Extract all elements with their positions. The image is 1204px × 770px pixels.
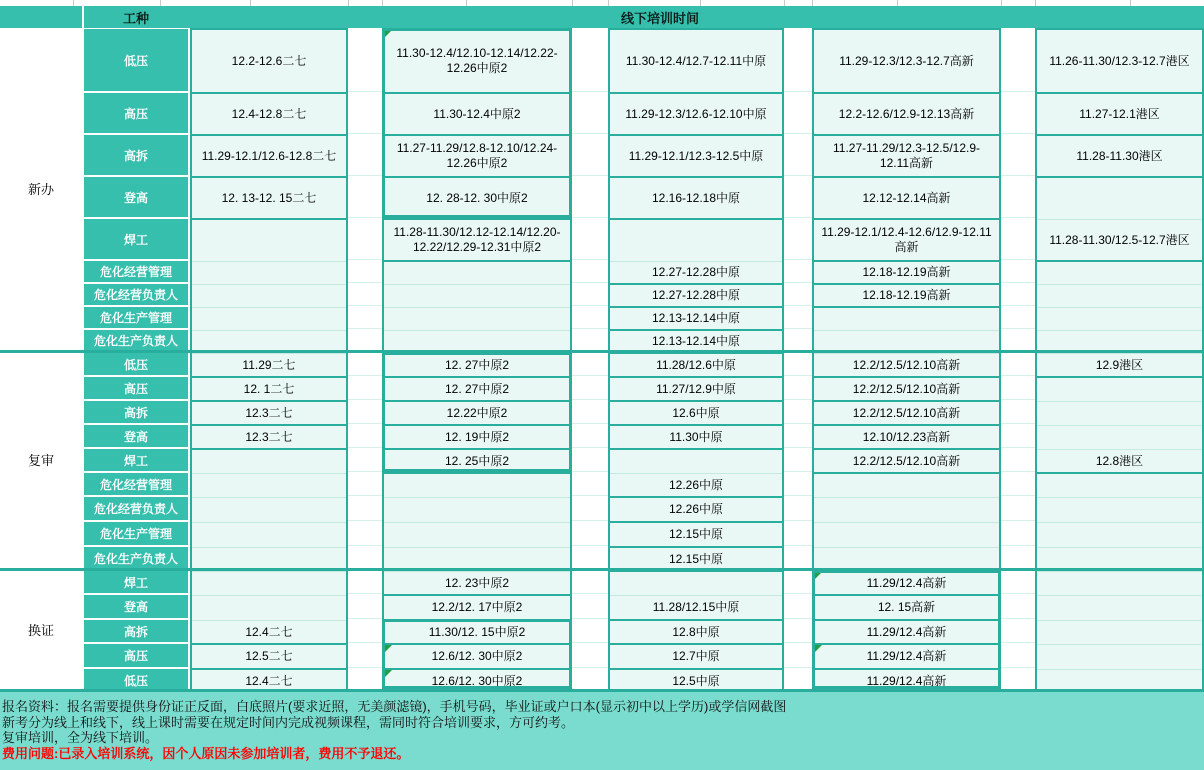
schedule-cell[interactable]: 12. 1二七 [192,378,346,402]
schedule-cell[interactable]: 11.26-11.30/12.3-12.7港区 [1037,30,1202,94]
schedule-cell[interactable]: 12.2-12.6/12.9-12.13高新 [814,94,999,136]
schedule-cell[interactable]: 12. 19中原2 [384,426,570,450]
schedule-cell[interactable]: 12.3二七 [192,426,346,450]
schedule-cell[interactable]: 12.7中原 [610,645,782,670]
schedule-cell[interactable]: 12.2/12.5/12.10高新 [814,450,999,474]
schedule-cell[interactable] [384,308,570,331]
spacer-cell [572,134,608,176]
spacer-cell [1001,28,1035,92]
spacer-cell [784,643,812,668]
job-type-cell[interactable]: 低压 [84,353,188,375]
job-type-cell[interactable]: 登高 [84,177,188,217]
notes-line-fee-warning: 费用问题:已录入培训系统，因个人原因未参加培训者，费用不予退还。 [2,745,410,761]
section-divider-line [0,350,1204,353]
schedule-column [1035,28,1204,692]
schedule-cell[interactable] [384,523,570,548]
spacer-cell [348,521,382,546]
spacer-cell [784,619,812,643]
spacer-cell [1001,329,1035,352]
spacer-cell [1001,260,1035,283]
spacer-column [572,28,608,692]
spacer-cell [572,570,608,594]
schedule-cell[interactable]: 12.8中原 [610,621,782,645]
schedule-cell[interactable] [1037,378,1202,402]
schedule-cell[interactable] [610,572,782,596]
spacer-cell [1001,92,1035,134]
job-type-cell[interactable]: 焊工 [84,571,188,593]
spacer-cell [784,176,812,218]
spacer-cell [572,283,608,306]
schedule-cell[interactable]: 12.9港区 [1037,354,1202,378]
notes-area [0,692,1204,770]
schedule-cell[interactable]: 12.22中原2 [384,402,570,426]
spacer-cell [784,521,812,546]
schedule-cell[interactable]: 12.6/12. 30中原2 [384,670,570,694]
schedule-cell[interactable] [1037,596,1202,621]
job-type-cell[interactable]: 危化生产负责人 [84,547,188,569]
spacer-cell [572,424,608,448]
schedule-cell[interactable]: 12.2/12.5/12.10高新 [814,378,999,402]
schedule-column [608,28,784,692]
spacer-cell [1001,352,1035,376]
spacer-cell [348,329,382,352]
spacer-cell [1001,594,1035,619]
spacer-cell [348,176,382,218]
schedule-cell[interactable]: 12.12-12.14高新 [814,178,999,220]
spacer-cell [348,352,382,376]
spacer-cell [572,594,608,619]
spacer-cell [572,28,608,92]
spacer-cell [348,643,382,668]
spacer-cell [348,472,382,496]
schedule-cell[interactable]: 12.6/12. 30中原2 [384,645,570,670]
schedule-cell[interactable]: 12.13-12.14中原 [610,331,782,354]
schedule-cell[interactable] [1037,523,1202,548]
schedule-cell[interactable]: 12.15中原 [610,548,782,572]
spacer-cell [348,306,382,329]
header-offline-training-time[interactable]: 线下培训时间 [620,10,699,26]
schedule-cell[interactable]: 12.16-12.18中原 [610,178,782,220]
job-type-cell[interactable]: 高压 [84,93,188,133]
schedule-cell[interactable] [192,262,346,285]
job-type-cell[interactable]: 危化经营管理 [84,473,188,495]
schedule-column [382,28,572,692]
job-type-cell[interactable]: 高压 [84,644,188,667]
schedule-cell[interactable]: 11.30-12.4/12.10-12.14/12.22-12.26中原2 [384,30,570,94]
schedule-cell[interactable]: 12.2/12.5/12.10高新 [814,402,999,426]
schedule-cell[interactable] [1037,498,1202,523]
spacer-cell [1001,283,1035,306]
schedule-cell[interactable]: 11.27-12.1港区 [1037,94,1202,136]
spacer-cell [572,329,608,352]
spacer-cell [572,643,608,668]
spacer-cell [784,329,812,352]
spacer-cell [784,546,812,570]
schedule-cell[interactable]: 12.5中原 [610,670,782,694]
spacer-cell [348,570,382,594]
schedule-cell[interactable]: 11.30/12. 15中原2 [384,621,570,645]
spacer-cell [572,546,608,570]
schedule-cell[interactable]: 12.8港区 [1037,450,1202,474]
schedule-cell[interactable]: 11.28/12.6中原 [610,354,782,378]
spacer-cell [784,376,812,400]
schedule-cell[interactable]: 11.28/12.15中原 [610,596,782,621]
spacer-cell [572,619,608,643]
spacer-cell [784,306,812,329]
job-type-cell[interactable]: 危化生产管理 [84,522,188,545]
spacer-cell [784,594,812,619]
spacer-cell [1001,424,1035,448]
job-type-cell[interactable]: 高拆 [84,620,188,642]
job-type-cell[interactable]: 登高 [84,595,188,618]
schedule-cell[interactable]: 12.4二七 [192,670,346,694]
schedule-cell[interactable] [1037,572,1202,596]
schedule-cell[interactable]: 11.29-12.1/12.3-12.5中原 [610,136,782,178]
spacer-cell [348,448,382,472]
spacer-cell [348,260,382,283]
schedule-cell[interactable] [1037,402,1202,426]
schedule-cell[interactable] [814,308,999,331]
job-type-cell[interactable]: 高拆 [84,401,188,423]
spacer-cell [572,92,608,134]
schedule-cell[interactable]: 12.18-12.19高新 [814,262,999,285]
spacer-cell [348,619,382,643]
spacer-cell [348,594,382,619]
schedule-cell[interactable]: 12. 27中原2 [384,354,570,378]
spacer-cell [572,472,608,496]
schedule-cell[interactable] [192,572,346,596]
schedule-cell[interactable]: 12. 28-12. 30中原2 [384,178,570,220]
schedule-cell[interactable]: 11.28-11.30/12.12-12.14/12.20-12.22/12.29-12.31中原2 [384,220,570,262]
job-type-cell[interactable]: 焊工 [84,219,188,259]
schedule-cell[interactable]: 12.26中原 [610,498,782,523]
spacer-cell [572,496,608,521]
schedule-cell[interactable] [384,498,570,523]
spacer-cell [784,424,812,448]
spacer-column [348,28,382,692]
spacer-cell [1001,619,1035,643]
schedule-cell[interactable] [814,523,999,548]
section-label-review[interactable]: 复审 [27,453,54,468]
job-type-cell[interactable]: 高拆 [84,135,188,175]
spacer-cell [784,448,812,472]
spacer-cell [572,448,608,472]
schedule-cell[interactable] [1037,621,1202,645]
job-type-cell[interactable]: 登高 [84,425,188,447]
schedule-cell[interactable]: 12.18-12.19高新 [814,285,999,308]
schedule-cell[interactable] [610,450,782,474]
schedule-cell[interactable] [814,498,999,523]
schedule-cell[interactable]: 12. 25中原2 [384,450,570,474]
schedule-cell[interactable]: 12.15中原 [610,523,782,548]
schedule-cell[interactable] [384,285,570,308]
schedule-cell[interactable]: 11.29/12.4高新 [814,572,999,596]
schedule-cell[interactable] [1037,262,1202,285]
schedule-cell[interactable]: 11.27-11.29/12.3-12.5/12.9-12.11高新 [814,136,999,178]
schedule-cell[interactable] [610,220,782,262]
spacer-cell [1001,496,1035,521]
schedule-cell[interactable]: 11.30-12.4中原2 [384,94,570,136]
schedule-cell[interactable]: 11.29-12.1/12.4-12.6/12.9-12.11高新 [814,220,999,262]
schedule-cell[interactable]: 12.4二七 [192,621,346,645]
schedule-cell[interactable]: 11.28-11.30/12.5-12.7港区 [1037,220,1202,262]
schedule-cell[interactable] [1037,178,1202,220]
spacer-cell [784,570,812,594]
spacer-cell [1001,376,1035,400]
spacer-cell [348,496,382,521]
schedule-column [190,28,348,692]
job-type-column [82,28,190,692]
job-type-cell[interactable]: 低压 [84,669,188,691]
spacer-cell [1001,472,1035,496]
job-type-cell[interactable]: 危化经营管理 [84,261,188,282]
spacer-column [784,28,812,692]
job-type-cell[interactable]: 焊工 [84,449,188,471]
schedule-cell[interactable]: 11.29/12.4高新 [814,670,999,694]
schedule-cell[interactable] [192,474,346,498]
section-label-new[interactable]: 新办 [27,182,54,197]
spacer-cell [348,134,382,176]
spacer-cell [1001,218,1035,260]
schedule-cell[interactable]: 12.27-12.28中原 [610,285,782,308]
section-divider-line [0,568,1204,571]
schedule-cell[interactable]: 11.29/12.4高新 [814,621,999,645]
schedule-cell[interactable]: 12.3二七 [192,402,346,426]
spacer-column [1001,28,1035,692]
schedule-cell[interactable]: 11.29二七 [192,354,346,378]
spacer-cell [784,134,812,176]
spacer-cell [348,218,382,260]
schedule-cell[interactable]: 11.30-12.4/12.7-12.11中原 [610,30,782,94]
job-type-cell[interactable]: 低压 [84,29,188,91]
job-type-cell[interactable]: 危化经营负责人 [84,497,188,520]
schedule-cell[interactable] [1037,426,1202,450]
spacer-cell [348,283,382,306]
spacer-cell [348,546,382,570]
notes-line-newexam: 新考分为线上和线下，线上课时需要在规定时间内完成视频课程，需同时符合培训要求，方可约考。 [2,714,575,730]
job-type-cell[interactable]: 危化生产负责人 [84,330,188,351]
schedule-cell[interactable]: 12. 27中原2 [384,378,570,402]
job-type-cell[interactable]: 高压 [84,377,188,399]
schedule-cell[interactable] [814,474,999,498]
schedule-cell[interactable]: 12. 23中原2 [384,572,570,596]
spacer-cell [784,283,812,306]
schedule-cell[interactable]: 12.27-12.28中原 [610,262,782,285]
schedule-cell[interactable] [192,596,346,621]
schedule-cell[interactable]: 12.26中原 [610,474,782,498]
schedule-cell[interactable]: 11.28-11.30港区 [1037,136,1202,178]
spacer-cell [1001,546,1035,570]
schedule-cell[interactable]: 12.2-12.6二七 [192,30,346,94]
schedule-cell[interactable] [192,220,346,262]
schedule-cell[interactable]: 12.6中原 [610,402,782,426]
schedule-cell[interactable] [1037,474,1202,498]
spacer-cell [784,218,812,260]
header-job-type[interactable]: 工种 [122,10,149,26]
schedule-cell[interactable] [1037,308,1202,331]
schedule-cell[interactable]: 12. 13-12. 15二七 [192,178,346,220]
spacer-cell [1001,176,1035,218]
spacer-cell [784,260,812,283]
schedule-cell[interactable] [192,498,346,523]
schedule-column [812,28,1001,692]
spacer-cell [572,218,608,260]
schedule-cell[interactable] [192,523,346,548]
schedule-cell[interactable] [192,308,346,331]
schedule-cell[interactable]: 11.29-12.3/12.6-12.10中原 [610,94,782,136]
notes-line-registration: 报名资料：报名需要提供身份证正反面，白底照片(要求近照，无美颜滤镜)，手机号码，毕业证或户口本(显示初中以上学历)或学信网截图 [2,699,787,714]
schedule-cell[interactable]: 11.27/12.9中原 [610,378,782,402]
spacer-cell [348,400,382,424]
spacer-cell [572,260,608,283]
spacer-cell [1001,400,1035,424]
schedule-cell[interactable]: 11.29-12.3/12.3-12.7高新 [814,30,999,94]
schedule-cell[interactable]: 12.2/12. 17中原2 [384,596,570,621]
spacer-cell [1001,643,1035,668]
spacer-cell [572,352,608,376]
schedule-cell[interactable] [384,262,570,285]
schedule-cell[interactable]: 12.5二七 [192,645,346,670]
schedule-cell[interactable]: 12.13-12.14中原 [610,308,782,331]
job-type-cell[interactable]: 危化经营负责人 [84,284,188,305]
spacer-cell [572,306,608,329]
spacer-cell [1001,570,1035,594]
schedule-cell[interactable]: 12. 15高新 [814,596,999,621]
schedule-cell[interactable] [384,474,570,498]
schedule-cell[interactable]: 11.29/12.4高新 [814,645,999,670]
notes-line-review: 复审培训，全为线下培训。 [2,730,159,745]
spacer-cell [348,424,382,448]
schedule-cell[interactable]: 11.29-12.1/12.6-12.8二七 [192,136,346,178]
spacer-cell [784,92,812,134]
schedule-cell[interactable]: 12.2/12.5/12.10高新 [814,354,999,378]
spacer-cell [572,521,608,546]
spacer-cell [1001,306,1035,329]
schedule-cell[interactable] [1037,285,1202,308]
schedule-cell[interactable]: 11.27-11.29/12.8-12.10/12.24-12.26中原2 [384,136,570,178]
spacer-cell [572,400,608,424]
spacer-cell [572,176,608,218]
spacer-cell [784,400,812,424]
schedule-cell[interactable] [1037,645,1202,670]
schedule-cell[interactable]: 11.30中原 [610,426,782,450]
spacer-cell [572,376,608,400]
spacer-cell [784,352,812,376]
spacer-cell [784,28,812,92]
spacer-cell [348,376,382,400]
schedule-cell[interactable]: 12.10/12.23高新 [814,426,999,450]
spacer-cell [1001,134,1035,176]
schedule-cell[interactable] [192,285,346,308]
spacer-cell [784,496,812,521]
spacer-cell [1001,521,1035,546]
spacer-cell [784,472,812,496]
spacer-cell [1001,448,1035,472]
spacer-cell [348,28,382,92]
schedule-cell[interactable]: 12.4-12.8二七 [192,94,346,136]
spacer-cell [348,92,382,134]
job-type-cell[interactable]: 危化生产管理 [84,307,188,328]
schedule-cell[interactable] [192,450,346,474]
section-label-renewal[interactable]: 换证 [27,623,54,638]
